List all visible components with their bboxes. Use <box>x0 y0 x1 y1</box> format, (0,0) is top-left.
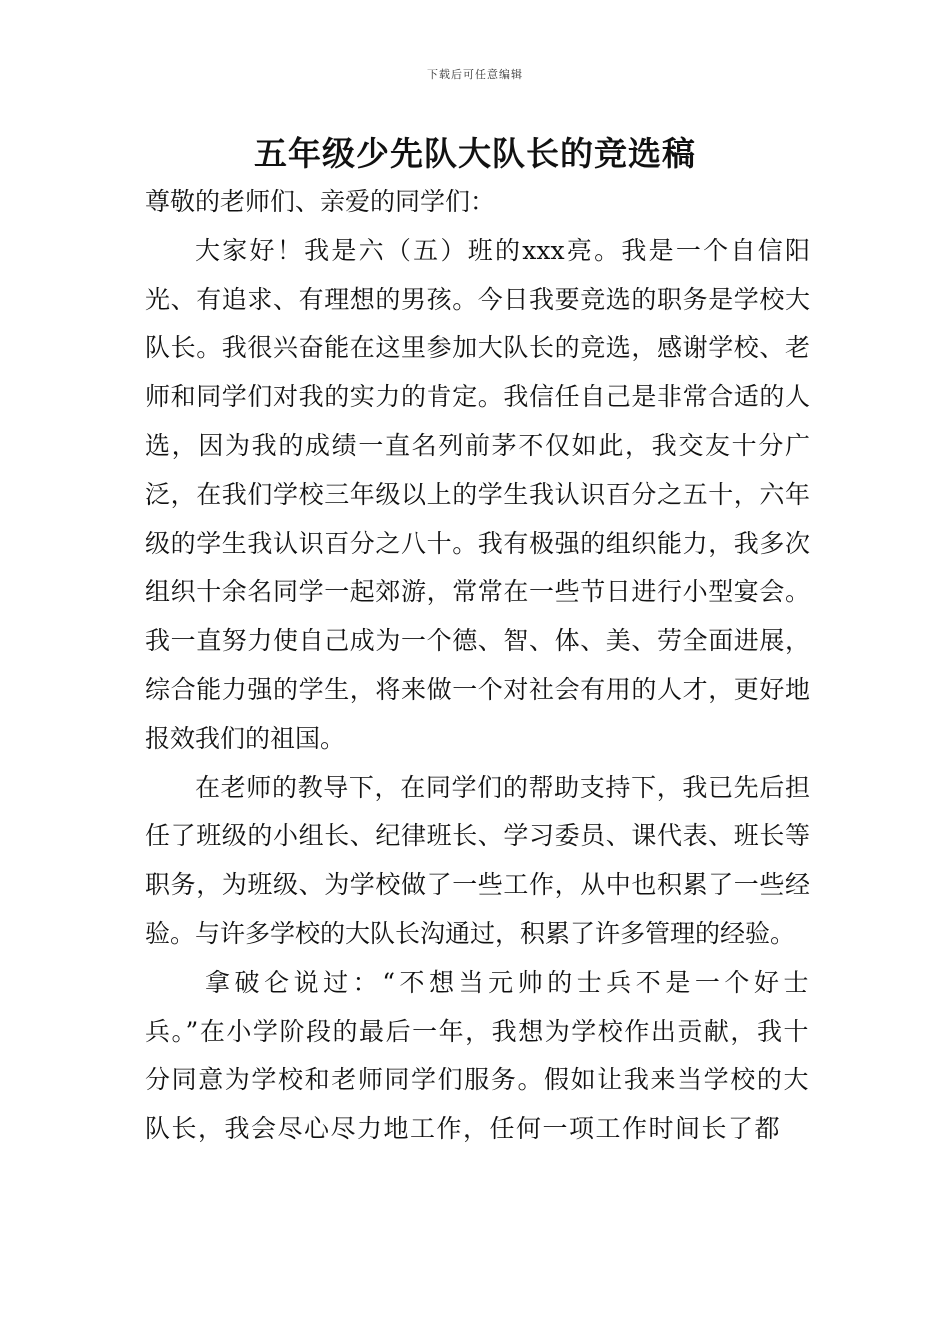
document-body <box>145 178 810 1154</box>
paragraph-experience: 在老师的教导下，在同学们的帮助支持下，我已先后担任了班级的小组长、纪律班长、学习委员、课代表、班长等职务，为班级、为学校做了一些工作，从中也积累了一些经验。与许多学校的大队长沟通过，积累了许多管理的经验。 <box>145 772 810 948</box>
header-note: 下载后可任意编辑 <box>427 68 523 81</box>
paragraph-intro: 大家好！我是六（五）班的xxx亮。我是一个自信阳光、有追求、有理想的男孩。今日我要竞选的职务是学校大队长。我很兴奋能在这里参加大队长的竞选，感谢学校、老师和同学们对我的实力的肯定。我信任自己是非常合适的人选，因为我的成绩一直名列前茅不仅如此，我交友十分广泛，在我们学校三年级以上的学生我认识百分之五十，六年级的学生我认识百分之八十。我有极强的组织能力，我多次组织十余名同学一起郊游，常常在一些节日进行小型宴会。我一直努力使自己成为一个德、智、体、美、劳全面进展，综合能力强的学生，将来做一个对社会有用的人才，更好地报效我们的祖国。 <box>145 235 810 753</box>
document-title: 五年级少先队大队长的竞选稿 <box>254 134 696 173</box>
greeting-line: 尊敬的老师们、亲爱的同学们： <box>145 187 496 216</box>
paragraph-quote: 拿破仑说过：“不想当元帅的士兵不是一个好士兵。”在小学阶段的最后一年，我想为学校作出贡献，我十分同意为学校和老师同学们服务。假如让我来当学校的大队长，我会尽心尽力地工作，任何一项工作时间长了都 <box>145 967 810 1144</box>
